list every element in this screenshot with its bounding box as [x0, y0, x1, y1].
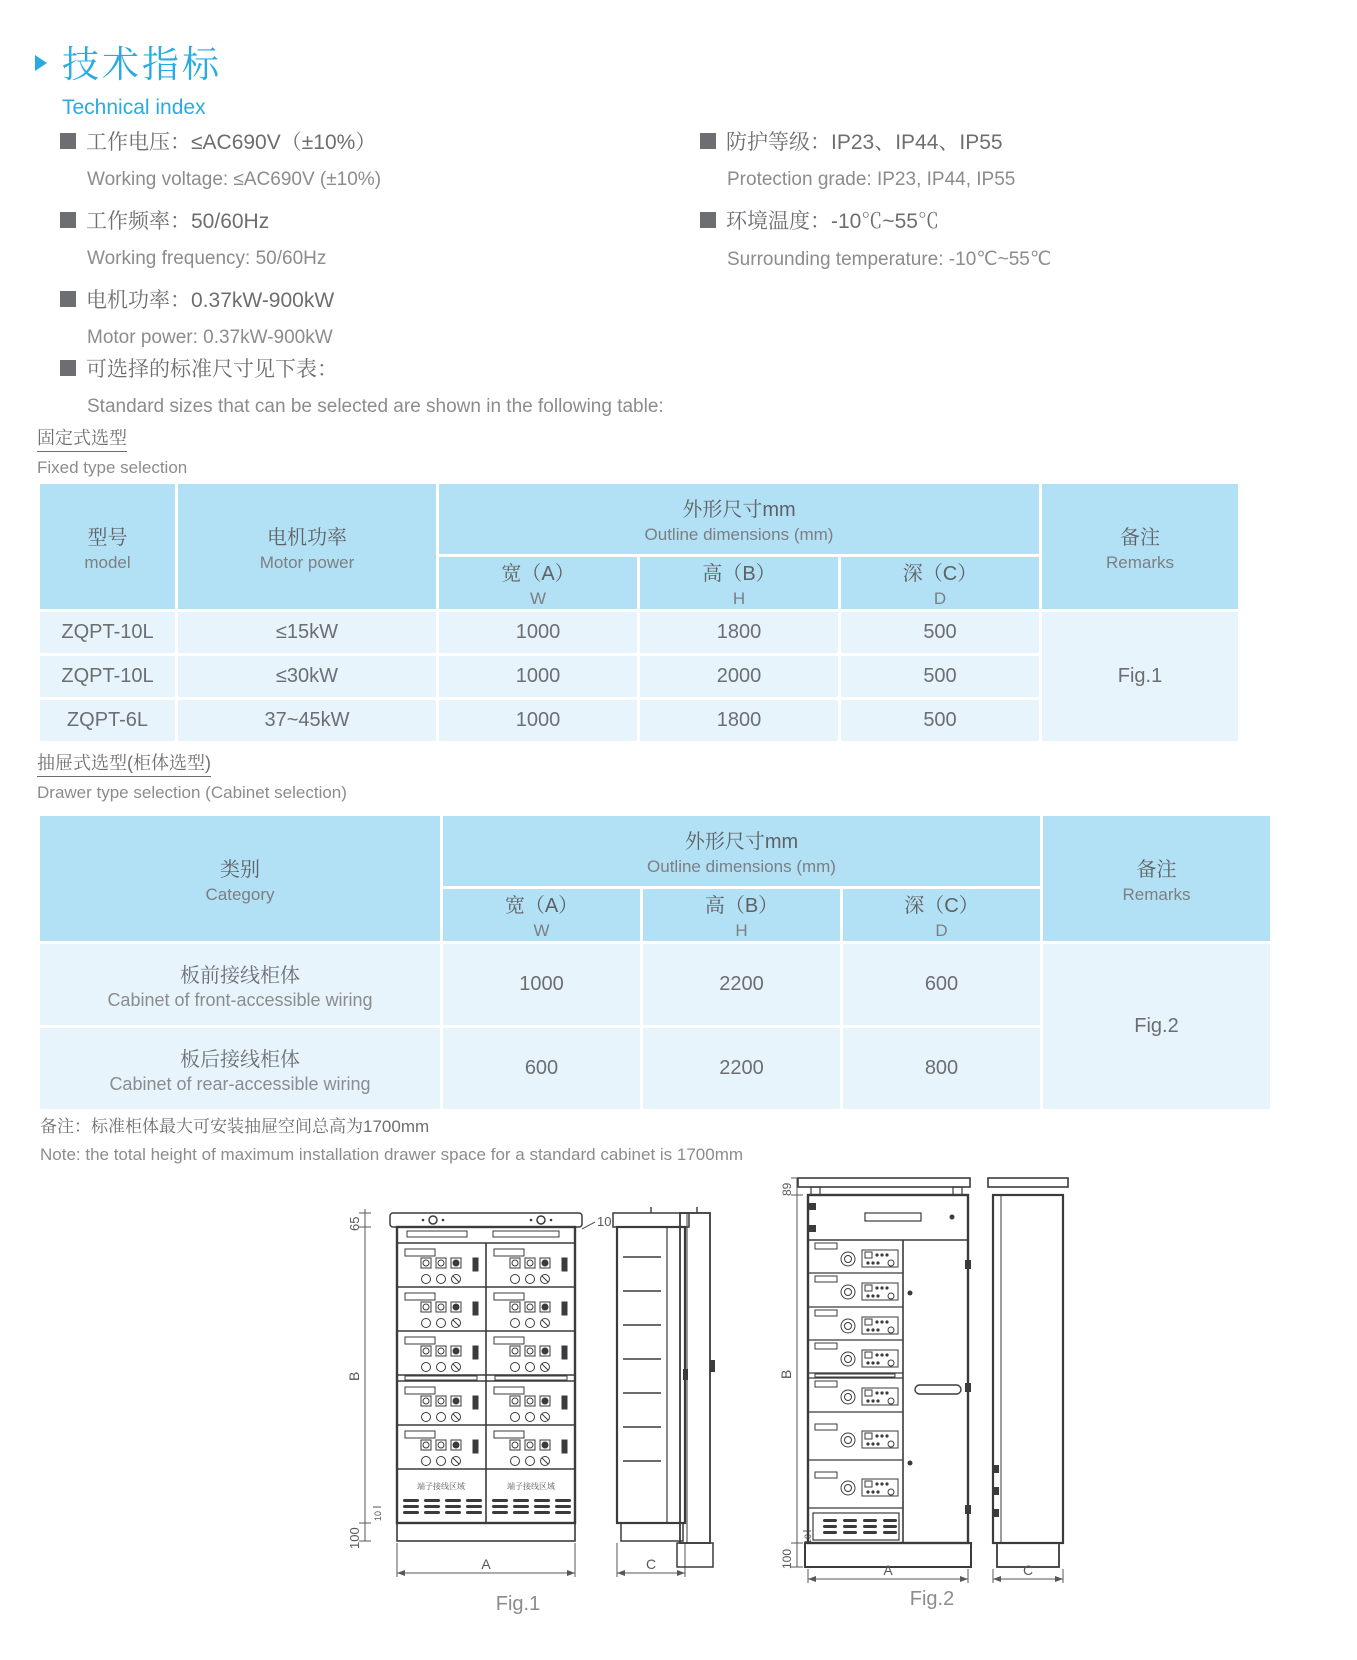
- spec-en-text: Working frequency: 50/60Hz: [87, 248, 327, 269]
- fig2-dim-100: 100: [780, 1548, 794, 1569]
- fig1-dim-65: 65: [347, 1216, 362, 1231]
- spec-working-frequency: [60, 205, 381, 270]
- col-header-width: 宽（A） W: [442, 888, 642, 943]
- cell-category: 板后接线柜体 Cabinet of rear-accessible wiring: [39, 1027, 442, 1111]
- cell-power: ≤30kW: [177, 655, 438, 699]
- spec-cn-text: 工作频率：50/60Hz: [86, 210, 270, 233]
- col-header-width: 宽（A） W: [438, 556, 639, 611]
- fig1-dim-10-top: 10: [597, 1214, 612, 1229]
- spec-cn-text: 可选择的标准尺寸见下表：: [86, 358, 338, 381]
- spec-cn-text: 工作电压：≤AC690V（±10%）: [86, 131, 377, 154]
- col-header-category: 类别 Category: [39, 815, 442, 943]
- fixed-table-title: [37, 424, 187, 478]
- bullet-square-icon: [60, 360, 76, 376]
- cell-model: ZQPT-10L: [39, 655, 177, 699]
- fixed-table-title-en: Fixed type selection: [37, 458, 188, 477]
- fixed-type-table: [37, 481, 1241, 744]
- fig1-dim-C: C: [645, 1556, 657, 1572]
- cell-width: 600: [442, 1027, 642, 1111]
- col-header-motor-power: 电机功率 Motor power: [177, 483, 438, 611]
- table-row: [39, 943, 1272, 1027]
- cell-remarks: Fig.2: [1042, 943, 1272, 1111]
- fig2-dim-89: 89: [780, 1182, 794, 1196]
- cell-height: 2000: [639, 655, 840, 699]
- cell-power: 37~45kW: [177, 699, 438, 743]
- fig1-caption: Fig.1: [495, 1593, 541, 1615]
- col-header-model: 型号 model: [39, 483, 177, 611]
- cell-remarks: Fig.1: [1041, 611, 1240, 743]
- col-header-height: 高（B） H: [642, 888, 842, 943]
- cell-width: 1000: [438, 611, 639, 655]
- col-header-outline-dimensions: 外形尺寸mm Outline dimensions (mm): [442, 815, 1042, 888]
- spec-en-text: Standard sizes that can be selected are shown in the following table:: [87, 396, 664, 417]
- page-subtitle: Technical index: [62, 96, 206, 119]
- drawer-table-title: [37, 749, 347, 803]
- spec-en-text: Protection grade: IP23, IP44, IP55: [727, 169, 1016, 190]
- cell-model: ZQPT-6L: [39, 699, 177, 743]
- section-arrow-icon: [35, 55, 47, 71]
- specs-right-column: [700, 126, 1051, 285]
- spec-en-text: Surrounding temperature: -10℃~55℃: [727, 249, 1052, 270]
- fig1-dim-A: A: [481, 1556, 491, 1572]
- col-header-outline-dimensions: 外形尺寸mm Outline dimensions (mm): [438, 483, 1041, 556]
- drawer-table-title-en: Drawer type selection (Cabinet selection): [37, 783, 347, 802]
- spec-motor-power: [60, 284, 381, 349]
- table-note: [40, 1112, 743, 1165]
- fig2-dim-10: 10: [803, 1533, 813, 1544]
- specs-left-column: [60, 126, 381, 363]
- fig1-terminal-area-right: 端子接线区域: [507, 1482, 555, 1491]
- fig2-dim-B: B: [778, 1369, 794, 1379]
- cell-width: 1000: [442, 943, 642, 1027]
- cell-height: 2200: [642, 943, 842, 1027]
- col-header-remarks: 备注 Remarks: [1041, 483, 1240, 611]
- fig1-dim-10-bottom: 10: [373, 1510, 383, 1521]
- table-note-en: Note: the total height of maximum installation drawer space for a standard cabinet is 1700mm: [40, 1145, 744, 1164]
- cell-depth: 800: [842, 1027, 1042, 1111]
- col-header-remarks: 备注 Remarks: [1042, 815, 1272, 943]
- cell-height: 2200: [642, 1027, 842, 1111]
- spec-en-text: Working voltage: ≤AC690V (±10%): [87, 169, 382, 190]
- cell-depth: 500: [840, 655, 1041, 699]
- drawer-table-title-cn: 抽屉式选型(柜体选型): [37, 749, 211, 777]
- col-header-height: 高（B） H: [639, 556, 840, 611]
- cell-category: 板前接线柜体 Cabinet of front-accessible wiring: [39, 943, 442, 1027]
- fig1-terminal-area-left: 端子接线区域: [417, 1482, 465, 1491]
- bullet-square-icon: [700, 133, 716, 149]
- bullet-square-icon: [60, 291, 76, 307]
- cell-power: ≤15kW: [177, 611, 438, 655]
- cell-model: ZQPT-10L: [39, 611, 177, 655]
- spec-standard-sizes-intro: [60, 353, 664, 432]
- spec-cn-text: 电机功率：0.37kW-900kW: [86, 289, 335, 312]
- page-title: 技术指标: [62, 44, 222, 85]
- cell-height: 1800: [639, 699, 840, 743]
- fig1-dim-B: B: [346, 1371, 362, 1381]
- cell-width: 1000: [438, 655, 639, 699]
- cell-width: 1000: [438, 699, 639, 743]
- fig1-drawing: [345, 1185, 715, 1625]
- cell-depth: 500: [840, 611, 1041, 655]
- spec-cn-text: 环境温度：-10℃~55℃: [726, 210, 939, 233]
- bullet-square-icon: [60, 133, 76, 149]
- table-note-cn: 备注：标准柜体最大可安装抽屉空间总高为1700mm: [40, 1117, 430, 1136]
- fig2-dim-C: C: [1022, 1562, 1034, 1578]
- spec-cn-text: 防护等级：IP23、IP44、IP55: [726, 131, 1003, 154]
- col-header-depth: 深（C） D: [840, 556, 1041, 611]
- spec-working-voltage: [60, 126, 381, 191]
- fig2-dim-A: A: [883, 1562, 893, 1578]
- fig2-drawing: [675, 1165, 1070, 1625]
- fig1-dim-100: 100: [347, 1527, 362, 1549]
- spec-protection-grade: [700, 126, 1051, 191]
- cell-depth: 600: [842, 943, 1042, 1027]
- spec-en-text: Motor power: 0.37kW-900kW: [87, 327, 333, 348]
- fixed-table-title-cn: 固定式选型: [37, 424, 127, 452]
- section-header: [35, 34, 222, 120]
- drawer-type-table: [37, 813, 1273, 1112]
- cell-height: 1800: [639, 611, 840, 655]
- col-header-depth: 深（C） D: [842, 888, 1042, 943]
- bullet-square-icon: [700, 212, 716, 228]
- table-row: [39, 611, 1240, 655]
- fig2-caption: Fig.2: [909, 1588, 955, 1610]
- bullet-square-icon: [60, 212, 76, 228]
- cell-depth: 500: [840, 699, 1041, 743]
- spec-surrounding-temperature: [700, 205, 1051, 271]
